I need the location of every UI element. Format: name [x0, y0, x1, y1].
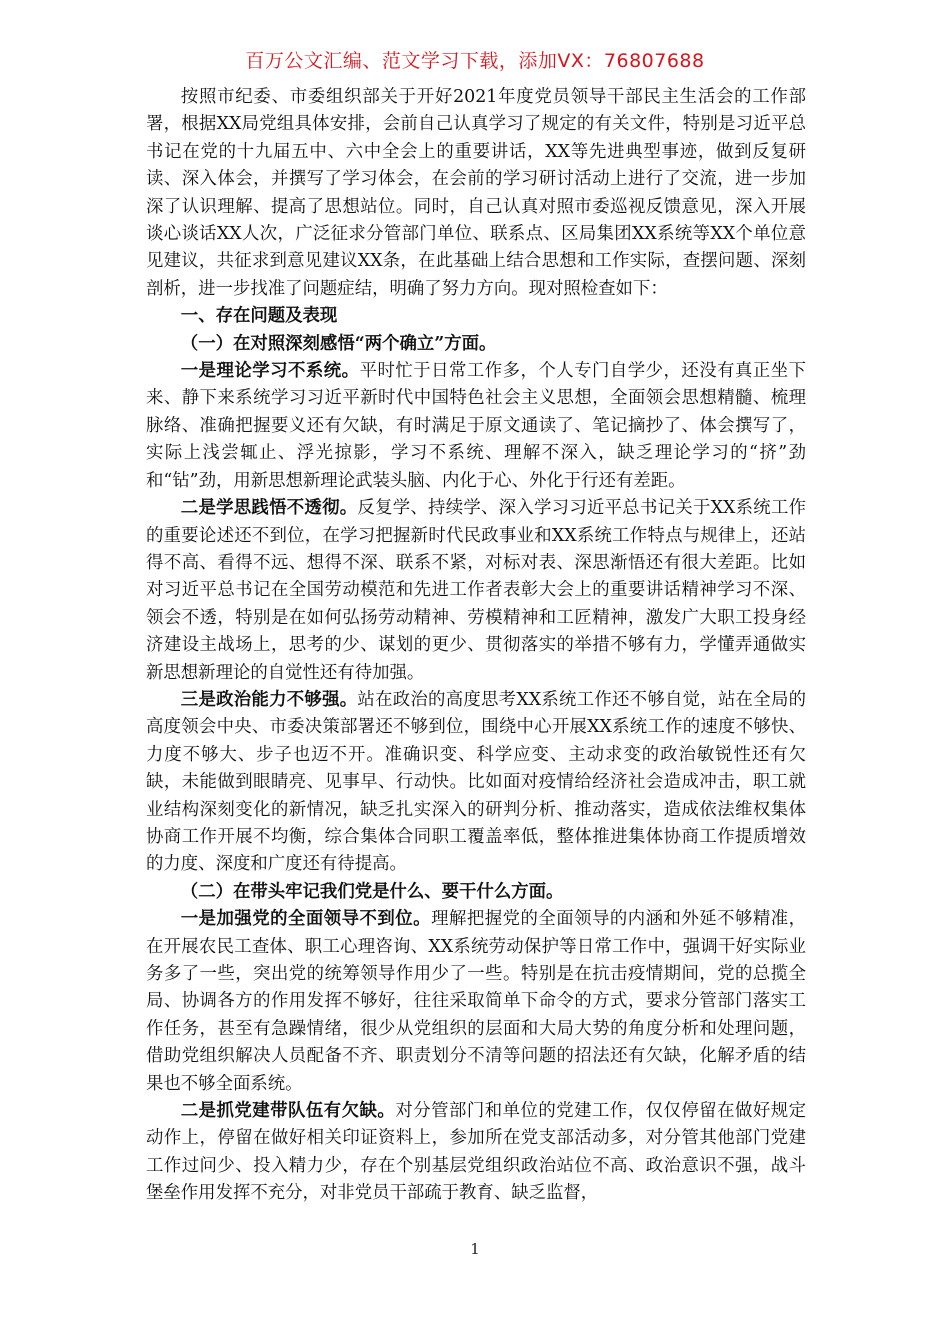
paragraph-5-text: 对分管部门和单位的党建工作，仅仅停留在做好规定动作上，停留在做好相关印证资料上，参加所在党支部活动多，对分管其他部门党建工作过问少、投入精力少，存在个别基层党组织政治站位不高、政治意识不强，战斗堡垒作用发挥不充分，对非党员干部疏于教育、缺乏监督，: [146, 1101, 806, 1204]
subsection-heading-2: （二）在带头牢记我们党是什么、要干什么方面。: [180, 881, 564, 902]
page-number: 1: [470, 1240, 480, 1258]
paragraph-1: [146, 358, 806, 495]
paragraph-1-text: 平时忙于日常工作多，个人专门自学少，还没有真正坐下来、静下来系统学习习近平新时代中国特色社会主义思想，全面领会思想精髓、梳理脉络、准确把握要义还有欠缺，有时满足于原文通读了、笔记摘抄了、体会撰写了，实际上浅尝辄止、浮光掠影，学习不系统、理解不深入，缺乏理论学习的“挤”劲和“钻”劲，用新思想新理论武装头脑、内化于心、外化于行还有差距。: [146, 361, 806, 491]
section-heading: 一、存在问题及表现: [180, 306, 338, 327]
paragraph-1-lead: 一是理论学习不系统。: [180, 361, 360, 382]
header-banner: 百万公文汇编、范文学习下载，添加VX：76807688: [245, 50, 705, 72]
paragraph-4-lead: 一是加强党的全面领导不到位。: [180, 909, 432, 930]
paragraph-4-text: 理解把握党的全面领导的内涵和外延不够精准，在开展农民工查体、职工心理咨询、XX系统劳动保护等日常工作中，强调干好实际业务多了一些，突出党的统筹领导作用少了一些。特别是在抗击疫情期间，党的总揽全局、协调各方的作用发挥不够好，往往采取简单下命令的方式，要求分管部门落实工作任务，甚至有急躁情绪，很少从党组织的层面和大局大势的角度分析和处理问题，借助党组织解决人员配备不齐、职责划分不清等问题的招法还有欠缺，化解矛盾的结果也不够全面系统。: [146, 909, 806, 1094]
paragraph-2: [146, 495, 806, 687]
paragraph-3-lead: 三是政治能力不够强。: [180, 689, 358, 710]
paragraph-5: [146, 1098, 806, 1208]
paragraph-2-lead: 二是学思践悟不透彻。: [180, 498, 358, 519]
paragraph-3-text: 站在政治的高度思考XX系统工作还不够自觉，站在全局的高度领会中央、市委决策部署还不够到位，围绕中心开展XX系统工作的速度不够快、力度不够大、步子也迈不开。准确识变、科学应变、主动求变的政治敏锐性还有欠缺，未能做到眼睛亮、见事早、行动快。比如面对疫情给经济社会造成冲击，职工就业结构深刻变化的新情况，缺乏扎实深入的研判分析、推动落实，造成依法维权集体协商工作开展不均衡，综合集体合同职工覆盖率低，整体推进集体协商工作提质增效的力度、深度和广度还有待提高。: [146, 689, 806, 875]
paragraph-2-text: 反复学、持续学、深入学习习近平总书记关于XX系统工作的重要论述还不到位，在学习把握新时代民政事业和XX系统工作特点与规律上，还站得不高、看得不远、想得不深、联系不紧，对标对表、深思渐悟还有很大差距。比如对习近平总书记在全国劳动模范和先进工作者表彰大会上的重要讲话精神学习不深、领会不透，特别是在如何弘扬劳动精神、劳模精神和工匠精神，激发广大职工投身经济建设主战场上，思考的少、谋划的更少、贯彻落实的举措不够有力，学懂弄通做实新思想新理论的自觉性还有待加强。: [146, 498, 806, 683]
paragraph-4: [146, 906, 806, 1098]
intro-paragraph: 按照市纪委、市委组织部关于开好2021年度党员领导干部民主生活会的工作部署，根据XX局党组具体安排，会前自己认真学习了规定的有关文件，特别是习近平总书记在党的十九届五中、六中全会上的重要讲话，XX等先进典型事迹，做到反复研读、深入体会，并撰写了学习体会，在会前的学习研讨活动上进行了交流，进一步加深了认识理解、提高了思想站位。同时，自己认真对照市委巡视反馈意见，深入开展谈心谈话XX人次，广泛征求分管部门单位、联系点、区局集团XX系统等XX个单位意见建议，共征求到意见建议XX条，在此基础上结合思想和工作实际，查摆问题、深刻剖析，进一步找准了问题症结，明确了努力方向。现对照检查如下：: [146, 87, 806, 299]
subsection-heading-1: （一）在对照深刻感悟“两个确立”方面。: [180, 333, 497, 354]
paragraph-5-lead: 二是抓党建带队伍有欠缺。: [180, 1101, 396, 1122]
paragraph-3: [146, 687, 806, 879]
document-body: [146, 84, 806, 1208]
